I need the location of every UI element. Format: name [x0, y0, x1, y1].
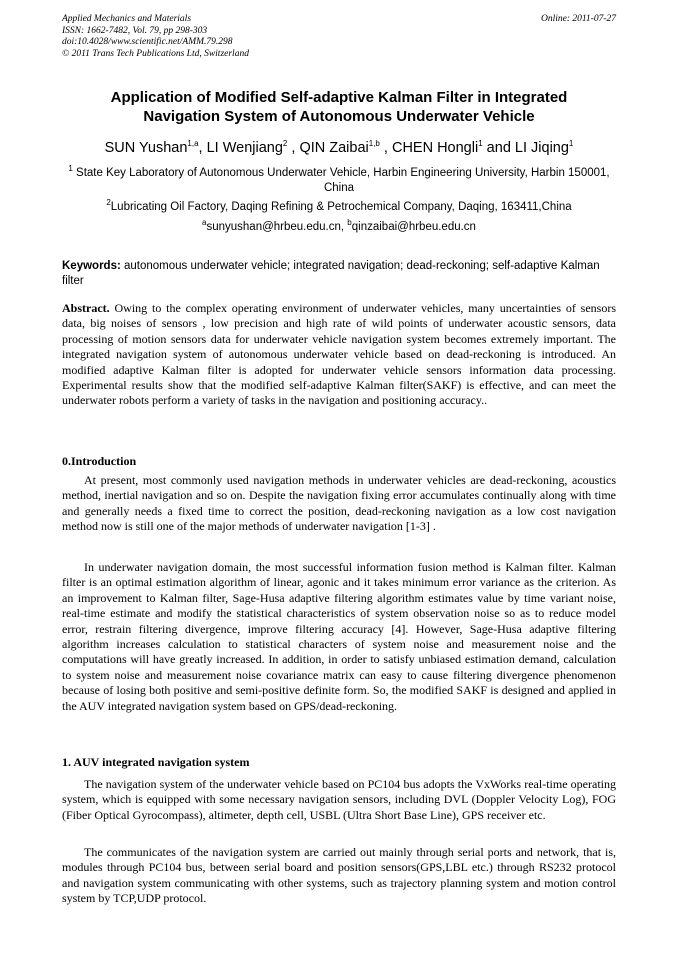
author-sup: 1	[478, 139, 483, 149]
affiliation-text: Lubricating Oil Factory, Daqing Refining & Petrochemical Company, Daqing, 163411,China	[110, 201, 572, 213]
author-name: CHEN Hongli	[391, 140, 479, 156]
section-heading: 1. AUV integrated navigation system	[62, 755, 250, 769]
email-sup: b	[347, 218, 352, 228]
paragraph: In underwater navigation domain, the most successful information fusion method is Kalman filter. Kalman filter is an optimal estimation algorithm of linear, agonic and it takes minimum error variance as the criterion. As an improvement to Kalman filter, Sage-Husa adaptive filtering algorithm estimates value by time variant noise, real-time estimate and modify the statistical characteristics of system observation noise so as to reduce model error, restrain filtering divergence, improve filtering accuracy [4]. However, Sage-Husa adaptive filtering algorithm increases calculation to statistical characters of system noise and measurement noise and the computations will have greatly increased. In addition, in order to satisfy unbiased estimation demand, calculation to system noise and measurement noise covariance matrix can easy to cause filtering divergence phenomenon because of losing both positive and semi-positive definite form. So, the modified SAKF is designed and applied in the AUV integrated navigation system based on GPS/dead-reckoning.	[62, 560, 616, 713]
paragraph: At present, most commonly used navigation methods in underwater vehicles are dead-reckoning, acoustics method, inertial navigation and so on. Despite the navigation fixing error accumulates continually along with time and generally needs a fixed time to correct the position, dead-reckoning navigation as a low cost navigation method now is still one of the major methods of underwater navigation [1-3] .	[62, 473, 616, 534]
title-line-1: Application of Modified Self-adaptive Kalman Filter in Integrated	[110, 89, 568, 106]
author-sep: ,	[379, 140, 392, 156]
doi-line: doi:10.4028/www.scientific.net/AMM.79.298	[62, 37, 233, 47]
author-emails	[62, 218, 616, 233]
paragraph: The navigation system of the underwater vehicle based on PC104 bus adopts the VxWorks real-time operating system, which is equipped with some necessary navigation sensors, including DVL (Doppler Velocity Log), FOG (Fiber Optical Gyrocompass), altimeter, depth cell, USBL (Ultra Short Base Line), GPS receiver etc.	[62, 777, 616, 822]
email-link[interactable]: qinzaibai@hrbeu.edu.cn	[351, 221, 476, 233]
title-line-2: Navigation System of Autonomous Underwater Vehicle	[143, 108, 535, 125]
author-name: LI Jiqing	[514, 140, 569, 156]
author-name: QIN Zaibai	[299, 140, 369, 156]
author-list	[62, 140, 616, 156]
author-sup: 1,a	[187, 139, 199, 149]
author-name: SUN Yushan	[104, 140, 188, 156]
keywords	[62, 259, 616, 289]
abstract-label: Abstract.	[62, 301, 110, 315]
journal-name: Applied Mechanics and Materials	[62, 14, 192, 24]
abstract	[62, 301, 616, 409]
keywords-text: autonomous underwater vehicle; integrated navigation; dead-reckoning; self-adaptive Kalman filter	[62, 260, 600, 287]
email-sep: ,	[340, 221, 348, 233]
author-sep: and	[482, 140, 515, 156]
copyright-line: © 2011 Trans Tech Publications Ltd, Switzerland	[62, 48, 249, 59]
email-link[interactable]: sunyushan@hrbeu.edu.cn	[206, 221, 341, 233]
issn-line: ISSN: 1662-7482, Vol. 79, pp 298-303	[62, 25, 208, 36]
affiliation-1	[62, 166, 616, 196]
author-sup: 1,b	[368, 139, 380, 149]
paragraph: The communicates of the navigation system are carried out mainly through serial ports and network, that is, modules through PC104 bus, between serial board and position sensors(GPS,LBL etc.) through RS232 protocol and navigation system communicating with other systems, such as trajectory planning system and motion control system by TCP,UDP protocol.	[62, 845, 616, 906]
affiliation-sup: 1	[68, 164, 73, 174]
email-sup: a	[202, 218, 207, 228]
online-date: Online: 2011-07-27	[540, 14, 616, 24]
author-sep: ,	[287, 140, 300, 156]
author-sep: ,	[198, 140, 207, 156]
abstract-text: Owing to the complex operating environment of underwater vehicles, many uncertainties of sensors data, big noises of sensors , low precision and high rate of wild points of underwater acoustic sensors, data processing of motion sensors data for underwater vehicle navigation system becomes extremely important. The integrated navigation system of autonomous underwater vehicle based on dead-reckoning is introduced. An modified adaptive Kalman filter is adopted for underwater vehicle sensors information data processing. Experimental results show that the modified self-adaptive Kalman filter(SAKF) is effective, and can meet the underwater robots perform a variety of tasks in the navigation and positioning accuracy..	[62, 301, 616, 408]
paper-title	[62, 88, 616, 126]
author-sup: 2	[282, 139, 288, 149]
affiliation-2	[62, 200, 616, 215]
keywords-label: Keywords:	[62, 260, 121, 272]
author-name: LI Wenjiang	[206, 140, 283, 156]
journal-header	[62, 14, 249, 60]
author-sup: 1	[568, 139, 574, 149]
affiliation-sup: 2	[106, 198, 111, 208]
affiliation-text: State Key Laboratory of Autonomous Underwater Vehicle, Harbin Engineering University, Harbin 150001, China	[72, 167, 610, 194]
section-heading: 0.Introduction	[62, 454, 137, 468]
